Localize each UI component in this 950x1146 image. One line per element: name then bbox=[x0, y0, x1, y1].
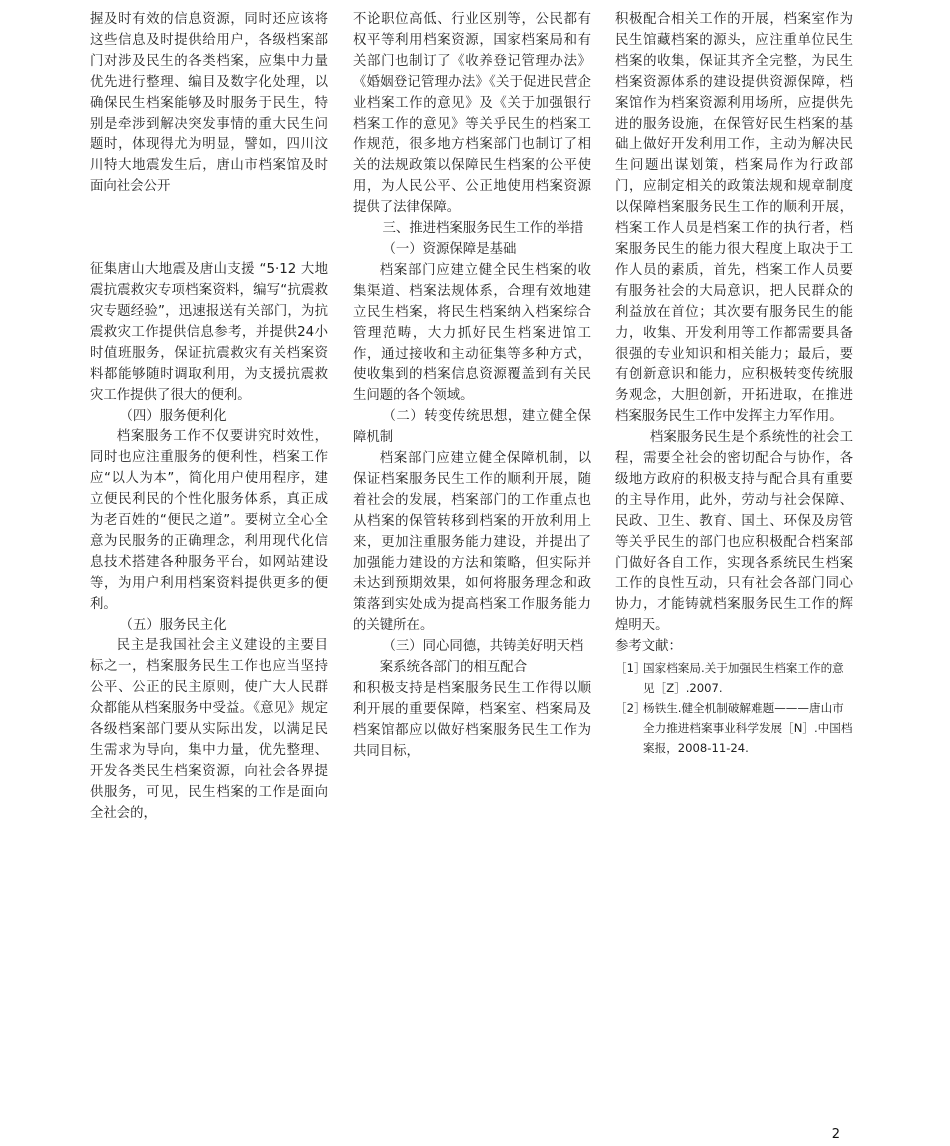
column-1 bbox=[90, 10, 328, 825]
paragraph: 民主是我国社会主义建设的主要目标之一，档案服务民生工作也应当坚持公平、公正的民主原则，使广大人民群众都能从档案服务中受益。《意见》规定各级档案部门要从实际出发，以满足民生需求为导向，集中力量，优先整理、开发各类民生档案资源，向社会各界提供服务，可见，民生档案的工作是面向全社会的， bbox=[90, 638, 328, 821]
paragraph: 档案部门应建立健全民生档案的收集渠道、档案法规体系，合理有效地建立民生档案，将民生档案纳入档案综合管理范畴，大力抓好民生档案进馆工作，通过接收和主动征集等多种方式，使收集到的档案信息资源覆盖到有关民生问题的各个领域。 bbox=[353, 262, 591, 404]
reference-item: ［1］国家档案局.关于加强民生档案工作的意见［Z］.2007. bbox=[615, 661, 844, 696]
subsection-heading: （三）同心同德，共铸美好明天档 bbox=[382, 639, 584, 655]
paragraph: 握及时有效的信息资源，同时还应该将这些信息及时提供给用户，各级档案部门对涉及民生的各类档案，应集中力量优先进行整理、编目及数字化处理，以确保民生档案能够及时服务于民生，特别是牵涉到解决突发事情的重大民生问题时，体现得尤为明显，譬如，四川汶川特大地震发生后，唐山市档案馆及时面向社会公开 bbox=[90, 12, 328, 195]
paragraph: 积极配合相关工作的开展，档案室作为民生馆藏档案的源头，应注重单位民生档案的收集，保证其齐全完整，为民生档案资源体系的建设提供资源保障，档案馆作为档案资源利用场所，应提供先进的服务设施，在保管好民生档案的基础上做好开发利用工作，主动为解决民生问题出谋划策，档案局作为行政部门，应制定相关的政策法规和规章制度以保障档案服务民生工作的顺利开展，档案工作人员是档案工作的执行者，档案服务民生的能力很大程度上取决于工作人员的素质，首先，档案工作人员要有服务社会的大局意识，把人民群众的利益放在首位；其次要有服务民生的能力，收集、开发利用等工作都需要具备很强的专业知识和相关能力；最后，要有创新意识和能力，应积极转变传统服务观念，大胆创新，开拓进取，在推进档案服务民生工作中发挥主力军作用。 bbox=[615, 12, 853, 425]
column-3 bbox=[615, 10, 853, 758]
subsection-heading: （二）转变传统思想，建立健全保障机制 bbox=[353, 409, 591, 446]
column-2 bbox=[353, 10, 591, 763]
page-number: 2 bbox=[831, 1127, 840, 1142]
paragraph: 档案部门应建立健全保障机制，以保证档案服务民生工作的顺利开展，随着社会的发展，档案部门的工作重点也从档案的保管转移到档案的开放利用上来，更加注重服务能力建设，并提出了加强能力建设的方法和策略，但实际并未达到预期效果，如何将服务理念和政策落到实处成为提高档案工作服务能力的关键所在。 bbox=[353, 451, 591, 634]
section-heading: 三、推进档案服务民生工作的举措 bbox=[382, 221, 584, 237]
references-title: 参考文献： bbox=[615, 639, 682, 655]
paragraph: 征集唐山大地震及唐山支援 “5·12 大地震抗震救灾专项档案资料，编写“抗震救灾专题经验”，迅速报送有关部门，为抗震救灾工作提供信息参考，并提供24小时值班服务，保证抗震救灾有关档案资料都能够随时调取利用，为支援抗震救灾工作提供了很大的便利。 bbox=[90, 262, 328, 403]
column-gap bbox=[90, 198, 328, 260]
paragraph: 案系统各部门的相互配合 bbox=[379, 660, 528, 676]
paragraph: 档案服务民生是个系统性的社会工程，需要全社会的密切配合与协作，各级地方政府的积极支持与配合具有重要的主导作用，此外，劳动与社会保障、民政、卫生、教育、国土、环保及房管等关乎民生的部门也应积极配合档案部门做好各自工作，实现各系统民生档案工作的良性互动，只有社会各部门同心协力，才能铸就档案服务民生工作的辉煌明天。 bbox=[615, 430, 853, 634]
section-heading: （四）服务便利化 bbox=[119, 408, 227, 424]
subsection-heading: （一）资源保障是基础 bbox=[382, 241, 517, 257]
section-heading: （五）服务民主化 bbox=[119, 617, 227, 633]
paragraph: 和积极支持是档案服务民生工作得以顺利开展的重要保障，档案室、档案局及档案馆都应以做好档案服务民生工作为共同目标， bbox=[353, 681, 591, 759]
paragraph: 不论职位高低、行业区别等，公民都有权平等利用档案资源，国家档案局和有关部门也制订了《收养登记管理办法》《婚姻登记管理办法》《关于促进民营企业档案工作的意见》及《关于加强银行档案工作的意见》等关乎民生的档案工作规范，很多地方档案部门也制订了相关的法规政策以保障民生档案的公平使用，为人民公平、公正地使用档案资源提供了法律保障。 bbox=[353, 12, 591, 216]
paragraph: 档案服务工作不仅要讲究时效性，同时也应注重服务的便利性，档案工作应“以人为本”，简化用户使用程序，建立便民利民的个性化服务体系，真正成为老百姓的“便民之道”。要树立全心全意为民服务的正确理念，利用现代化信息技术搭建各种服务平台，如网站建设等，为用户利用档案资料提供更多的便利。 bbox=[90, 429, 328, 612]
reference-item: ［2］杨铁生.健全机制破解难题———唐山市全力推进档案事业科学发展［N］.中国档案报，2008-11-24. bbox=[615, 701, 853, 756]
